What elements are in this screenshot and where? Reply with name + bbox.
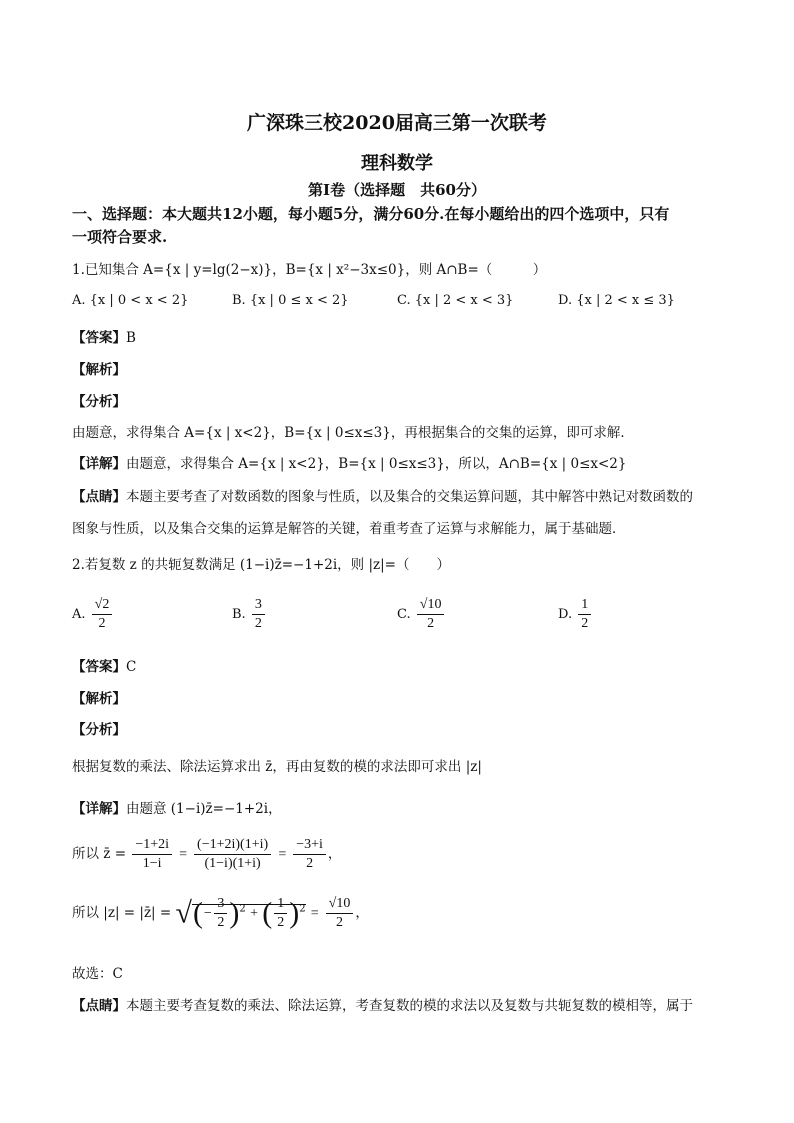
q2-option-d xyxy=(558,596,593,633)
step1-fraction-1: $\frac{-1+2i}{1-i}$ xyxy=(132,836,172,873)
step2-result: $\frac{√10}{2}$ xyxy=(326,895,354,932)
option-label: C. xyxy=(397,607,411,622)
option-fraction: $\frac{√2}{2}$ xyxy=(92,596,113,633)
step2-term2: $\frac{1}{2}$ xyxy=(274,895,287,932)
q1-comment-line1 xyxy=(72,485,693,505)
answer-tag: 【答案】 xyxy=(72,330,126,346)
answer-value: C xyxy=(126,659,137,675)
option-label: B. xyxy=(232,607,246,622)
q1-option-d: D. {x | 2 < x ≤ 3} xyxy=(558,293,675,308)
step1-fraction-2: $\frac{(-1+2i)(1+i)}{(1-i)(1+i)}$ xyxy=(194,836,271,873)
q1-fenxi-tag: 【分析】 xyxy=(72,394,126,410)
q1-option-c: C. {x | 2 < x < 3} xyxy=(397,293,514,308)
document-title: 广深珠三校2020届高三第一次联考 xyxy=(247,112,547,134)
q2-option-c xyxy=(397,596,446,633)
q2-choose: 故选：C xyxy=(72,966,123,982)
q2-fenxi-text: 根据复数的乘法、除法运算求出 z̄，再由复数的模的求法即可求出 |z| xyxy=(72,759,482,775)
comment-tag: 【点睛】 xyxy=(72,489,126,505)
option-fraction: $\frac{3}{2}$ xyxy=(252,596,265,633)
option-fraction: $\frac{√10}{2}$ xyxy=(417,596,445,633)
q1-answer xyxy=(72,326,136,346)
part-heading: 第Ⅰ卷（选择题 共60分） xyxy=(308,181,486,199)
detail-text: 由题意 (1−i)z̄=−1+2i， xyxy=(126,801,282,817)
q2-step2: 所以 |z| = |z̄| = √(− $\frac{3}{2}$ )$^2$ + ( $\frac{1}{2}$ )$^2$ = $\frac{√10}{2}$ ， xyxy=(72,896,369,930)
q2-detail xyxy=(72,797,282,817)
option-fraction: $\frac{1}{2}$ xyxy=(578,596,591,633)
q2-stem: 2.若复数 z 的共轭复数满足 (1−i)z̄=−1+2i，则 |z|=（ ） xyxy=(72,557,450,573)
detail-tag: 【详解】 xyxy=(72,801,126,817)
q2-fenxi-tag: 【分析】 xyxy=(72,722,126,738)
step2-term1: $\frac{3}{2}$ xyxy=(214,895,227,932)
q1-stem: 1.已知集合 A={x | y=lg(2−x)}，B={x | x²−3x≤0}，则 A∩B=（ ） xyxy=(72,262,547,278)
q1-option-a: A. {x | 0 < x < 2} xyxy=(72,293,189,308)
q2-option-a xyxy=(72,596,114,633)
step1-fraction-3: $\frac{-3+i}{2}$ xyxy=(293,836,326,873)
step2-suffix: ， xyxy=(355,905,369,921)
step1-suffix: ， xyxy=(327,846,342,862)
step1-prefix: 所以 z̄ = xyxy=(72,846,127,862)
q1-option-b: B. {x | 0 ≤ x < 2} xyxy=(232,293,349,308)
detail-tag: 【详解】 xyxy=(72,456,126,472)
comment-tag: 【点睛】 xyxy=(72,998,126,1014)
q1-detail xyxy=(72,452,627,472)
q1-comment-line2: 图象与性质，以及集合交集的运算是解答的关键，着重考查了运算与求解能力，属于基础题． xyxy=(72,521,626,537)
q2-answer xyxy=(72,655,136,675)
q2-step1: 所以 z̄ = $\frac{-1+2i}{1-i}$ = $\frac{(-1+2i)(1+i)}{(1-i)(1+i)}$ = $\frac{-3+i}{2}$ ， xyxy=(72,837,342,871)
option-label: D. xyxy=(558,607,573,622)
option-label: A. xyxy=(72,607,86,622)
document-subtitle: 理科数学 xyxy=(361,153,433,174)
section-instructions-line2: 一项符合要求. xyxy=(72,228,168,246)
sqrt-icon: √ xyxy=(175,896,192,930)
comment-text: 本题主要考查了对数函数的图象与性质，以及集合的交集运算问题，其中解答中熟记对数函数的 xyxy=(126,489,693,505)
answer-tag: 【答案】 xyxy=(72,659,126,675)
q2-option-b xyxy=(232,596,267,633)
step2-prefix: 所以 |z| = |z̄| = xyxy=(72,905,176,921)
q2-comment xyxy=(72,994,693,1014)
q1-fenxi-text: 由题意，求得集合 A={x | x<2}，B={x | 0≤x≤3}，再根据集合的交集的运算，即可求解． xyxy=(72,425,634,441)
section-instructions-line1: 一、选择题：本大题共12小题，每小题5分，满分60分.在每小题给出的四个选项中，只有 xyxy=(72,205,670,223)
answer-value: B xyxy=(126,330,136,346)
comment-text: 本题主要考查复数的乘法、除法运算，考查复数的模的求法以及复数与共轭复数的模相等，属于 xyxy=(126,998,693,1014)
q2-analysis-tag: 【解析】 xyxy=(72,691,126,707)
detail-text: 由题意，求得集合 A={x | x<2}，B={x | 0≤x≤3}，所以，A∩B={x | 0≤x<2} xyxy=(126,456,627,472)
sqrt-body: (− $\frac{3}{2}$ )$^2$ + ( $\frac{1}{2}$ )$^2$ xyxy=(192,896,306,930)
q1-analysis-tag: 【解析】 xyxy=(72,362,126,378)
